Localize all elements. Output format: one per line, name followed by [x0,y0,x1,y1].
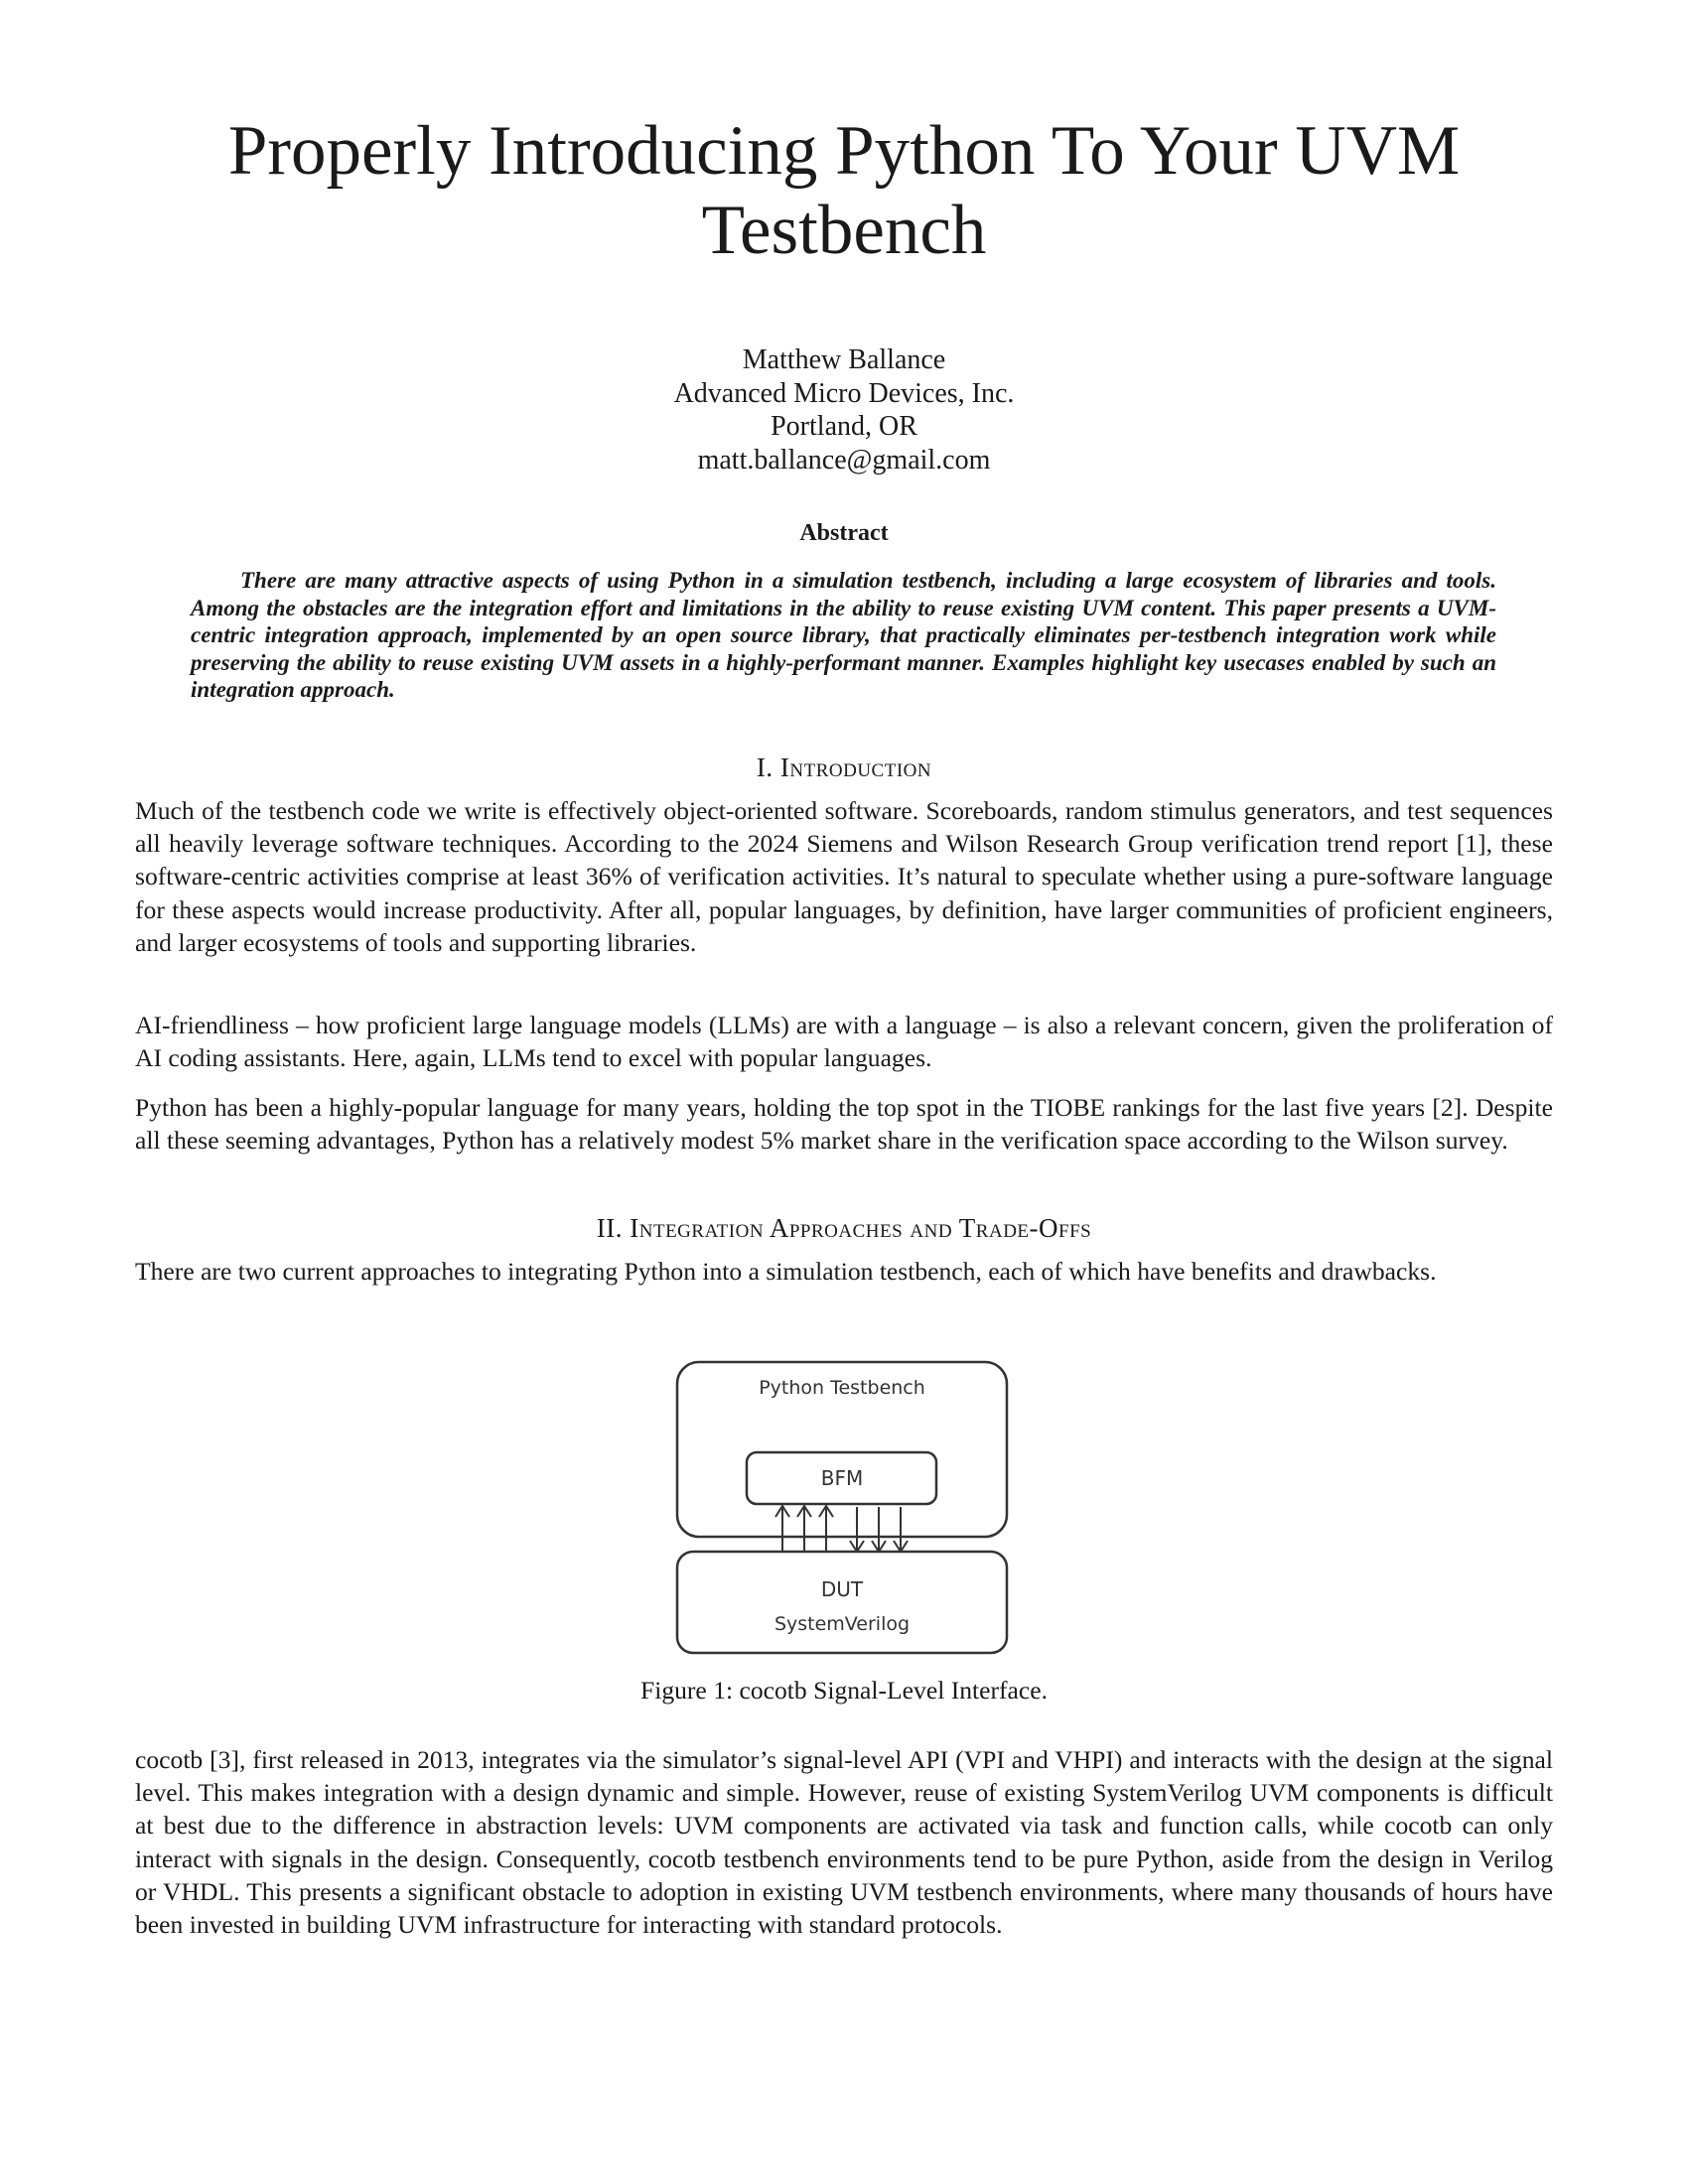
author-email: matt.ballance@gmail.com [697,444,991,476]
section-heading-introduction: I. Introduction [756,752,932,782]
dut-language-label: SystemVerilog [774,1613,911,1635]
figure-1-caption: Figure 1: cocotb Signal-Level Interface. [639,1676,1049,1705]
abstract-heading: Abstract [799,520,889,546]
author-location: Portland, OR [771,411,917,442]
bfm-label: BFM [820,1466,864,1490]
author-block [447,343,1241,477]
intro-paragraph-3: Python has been a highly-popular language for many years, holding the top spot in the TIOBE rankings for the last five years [2]. Despite all these seeming advantages, Python has a relatively modest 5% market share in the verification space according to the Wilson survey. [135,1093,1553,1156]
author-affiliation: Advanced Micro Devices, Inc. [673,377,1015,409]
python-testbench-label: Python Testbench [759,1377,925,1399]
author-name: Matthew Ballance [742,344,946,375]
dut-label: DUT [820,1577,864,1601]
dut-box [677,1552,1007,1653]
integration-paragraph-1: There are two current approaches to integrating Python into a simulation testbench, each of which have benefits and drawbacks. [135,1257,1437,1286]
paper-title: Properly Introducing Python To Your UVM Testbench [227,112,1461,269]
intro-paragraph-1: Much of the testbench code we write is effectively object-oriented software. Scoreboards, random stimulus generators, and test sequences all heavily leverage software techniques. According to the 2024 Siemens and Wilson Research Group verification trend report [1], these software-centric activities comprise at least 36% of verification activities. It’s natural to speculate whether using a pure-software language for these aspects would increase productivity. After all, popular languages, by definition, have larger communities of proficient engineers, and larger ecosystems of tools and supporting libraries. [135,796,1553,957]
section-heading-integration: II. Integration Approaches and Trade-Offs [596,1213,1092,1243]
figure-1-diagram [675,1360,1013,1658]
intro-paragraph-2: AI-friendliness – how proficient large language models (LLMs) are with a language – is also a relevant concern, given the proliferation of AI coding assistants. Here, again, LLMs tend to excel with popular languages. [135,1011,1553,1073]
abstract-text: There are many attractive aspects of using Python in a simulation testbench, including a large ecosystem of libraries and tools. Among the obstacles are the integration effort and limitations in the ability to reuse existing UVM content. This paper presents a UVM-centric integration approach, implemented by an open source library, that practically eliminates per-testbench integration work while preserving the ability to reuse existing UVM assets in a highly-performant manner. Examples highlight key usecases enabled by such an integration approach. [191,568,1496,703]
integration-paragraph-2: cocotb [3], first released in 2013, integrates via the simulator’s signal-level API (VPI and VHPI) and interacts with the design at the signal level. This makes integration with a design dynamic and simple. However, reuse of existing SystemVerilog UVM components is difficult at best due to the difference in abstraction levels: UVM components are activated via task and function calls, while cocotb can only interact with signals in the design. Consequently, cocotb testbench environments tend to be pure Python, aside from the design in Verilog or VHDL. This presents a significant obstacle to adoption in existing UVM testbench environments, where many thousands of hours have been invested in building UVM infrastructure for interacting with standard protocols. [135,1745,1553,1940]
